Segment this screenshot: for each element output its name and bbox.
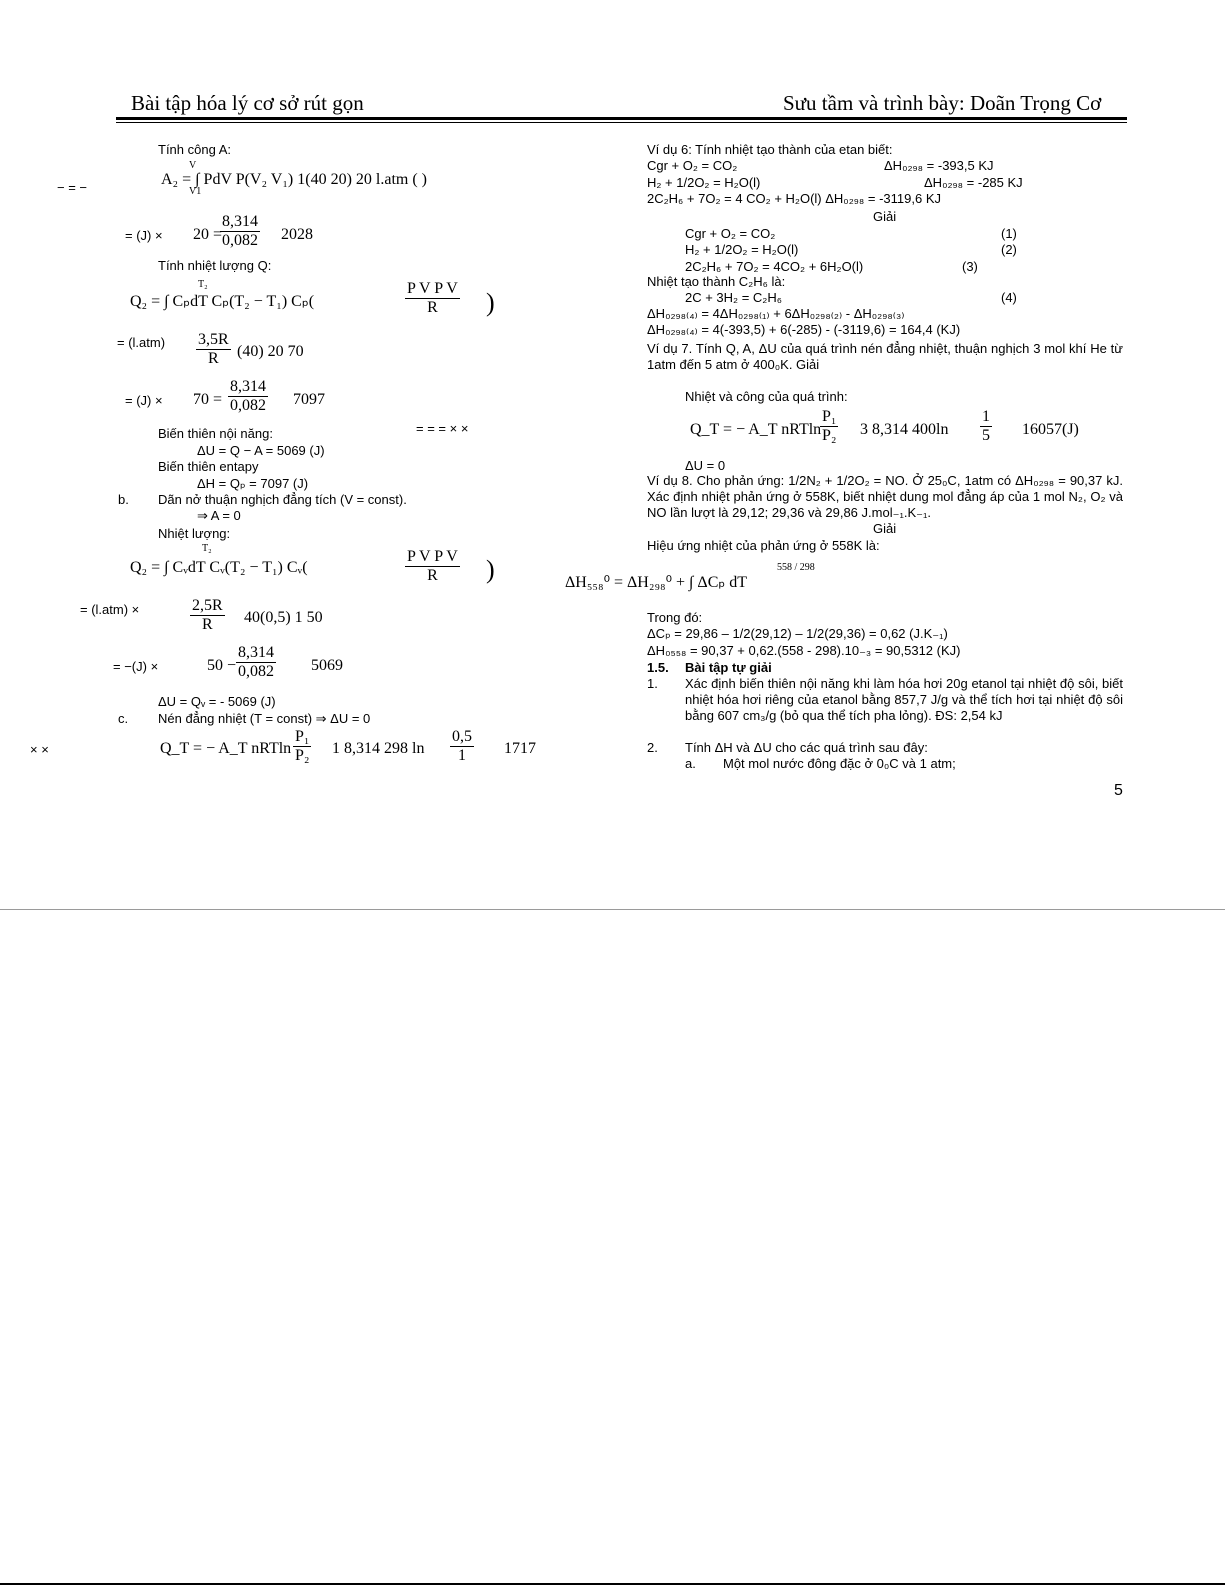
right-line-08a: 2C₂H₆ + 7O₂ = 4CO₂ + 6H₂O(l) [685, 259, 864, 274]
right-line-10a: 2C + 3H₂ = C₂H₆ [685, 290, 782, 305]
section-title: Bài tập tự giải [685, 660, 772, 675]
left-line-02-result: 2028 [281, 226, 313, 243]
right-line-07a: H₂ + 1/2O₂ = H₂O(l) [685, 242, 799, 257]
right-line-06b: (1) [1001, 226, 1017, 241]
right-line-10b: (4) [1001, 290, 1017, 305]
left-line-11-label: b. [118, 492, 129, 507]
right-line-22: ΔCₚ = 29,86 – 1/2(29,12) – 1/2(29,36) = 0,62 (J.K₋₁) [647, 626, 948, 641]
exercise-2-number: 2. [647, 740, 658, 755]
left-line-12: ⇒ A = 0 [197, 508, 241, 523]
exercise-2a-text: Một mol nước đông đặc ở 0₀C và 1 atm; [723, 756, 956, 771]
left-eq2: Q₂ = ∫ CₚdT Cₚ(T₂ − T₁) Cₚ( [130, 293, 315, 310]
right-eq1-fraction-1 [820, 408, 838, 445]
left-line-10: ΔH = Qₚ = 7097 (J) [197, 476, 309, 491]
left-eq1: A₂ = ∫ PdV P(V₂ V₁) 1(40 20) 20 l.atm ( ) [161, 171, 427, 188]
left-eq3-upper-limit: T₂ [202, 543, 212, 554]
fraction-numerator: 8,314 [222, 213, 258, 230]
right-line-03a: H₂ + 1/2O₂ = H₂O(l) [647, 175, 761, 190]
right-line-05: Giải [873, 209, 897, 224]
left-eq1-lower-limit: V1 [189, 186, 202, 197]
right-eq1-middle: 3 8,314 400ln [860, 421, 949, 438]
right-line-08b: (3) [962, 259, 978, 274]
left-line-06-result: 7097 [293, 391, 325, 408]
fraction-numerator: P₁ [295, 728, 310, 745]
left-line-18-label: c. [118, 711, 129, 726]
right-line-11: ΔH₀₂₉₈₍₄₎ = 4ΔH₀₂₉₈₍₁₎ + 6ΔH₀₂₉₈₍₂₎ - ΔH₀₂₉₈₍₃₎ [647, 306, 905, 321]
fraction-numerator: 1 [982, 408, 990, 425]
left-line-01: Tính công A: [158, 142, 231, 157]
right-eq-ops: = = = × × [416, 421, 469, 436]
left-line-02-value: 20 = [193, 226, 223, 243]
right-line-19: Hiệu ứng nhiệt của phản ứng ở 558K là: [647, 538, 880, 553]
left-eq4-fraction-2 [450, 728, 474, 765]
header-rule-thick [116, 117, 1127, 120]
left-line-03: Tính nhiệt lượng Q: [158, 258, 272, 273]
left-line-07: Biến thiên nội năng: [158, 426, 273, 441]
right-line-09: Nhiệt tạo thành C₂H₆ là: [647, 274, 786, 289]
right-line-18: Giải [873, 521, 897, 536]
left-line-05-prefix: = (l.atm) [117, 335, 166, 350]
left-line-09: Biến thiên entapy [158, 459, 259, 474]
left-line-16-value: 50 − [207, 657, 237, 674]
left-line-06-prefix: = (J) × [125, 393, 163, 408]
right-eq1-fraction-2 [980, 408, 992, 445]
page-number: 5 [1114, 782, 1123, 799]
left-line-16-fraction [236, 644, 276, 681]
exercise-1-text: Xác định biến thiên nội năng khi làm hóa hơi 20g etanol tại nhiệt độ sôi, biết nhiệt hóa hơi riêng của etanol bằng 857,7 J/g và thể tích hơi tại nhiệt độ sôi bằng 607 cm₃/g (bỏ qua thể tích pha lỏng). ĐS: 2,54 kJ [685, 676, 1123, 723]
fraction-denominator: R [405, 298, 460, 317]
fraction-numerator: P₁ [822, 408, 837, 425]
left-eq3-fraction [405, 548, 460, 585]
left-line-05-fraction [196, 331, 231, 368]
right-example-8: Ví dụ 8. Cho phản ứng: 1/2N₂ + 1/2O₂ = NO. Ở 25₀C, 1atm có ΔH₀₂₉₈ = 90,37 kJ. Xác định nhiệt phản ứng ở 558K, biết nhiệt dung mol đẳng áp của 1 mol N₂, O₂ và NO lần lượt là 29,12; 29,36 và 29,86 J.mol₋₁.K₋₁. [647, 473, 1123, 520]
fraction-numerator: 8,314 [238, 644, 274, 661]
left-line-16-result: 5069 [311, 657, 343, 674]
right-eq2: ΔH₅₅₈⁰ = ΔH₂₉₈⁰ + ∫ ΔCₚ dT [565, 574, 747, 591]
left-line-11: Dãn nở thuận nghịch đẳng tích (V = const). [158, 492, 407, 507]
exercise-2-text: Tính ΔH và ΔU cho các quá trình sau đây: [685, 740, 928, 755]
left-line-18: Nén đẳng nhiệt (T = const) ⇒ ΔU = 0 [158, 711, 371, 726]
left-line-06-value: 70 = [193, 391, 223, 408]
right-line-16: ΔU = 0 [685, 458, 726, 473]
left-line-02-prefix: = (J) × [125, 228, 163, 243]
exercise-1-number: 1. [647, 676, 658, 691]
right-line-21: Trong đó: [647, 610, 703, 625]
right-line-06a: Cgr + O₂ = CO₂ [685, 226, 776, 241]
header-rule-thin [116, 122, 1127, 123]
right-line-23: ΔH₀₅₅₈ = 90,37 + 0,62.(558 - 298).10₋₃ = 90,5312 (KJ) [647, 643, 961, 658]
right-line-04: 2C₂H₆ + 7O₂ = 4 CO₂ + H₂O(l) ΔH₀₂₉₈ = -3119,6 KJ [647, 191, 942, 206]
left-eq3: Q₂ = ∫ CᵥdT Cᵥ(T₂ − T₁) Cᵥ( [130, 559, 308, 576]
right-line-02b: ΔH₀₂₉₈ = -393,5 KJ [884, 158, 994, 173]
exercise-2a-label: a. [685, 756, 696, 771]
left-eq2-fraction [405, 280, 460, 317]
left-line-08: ΔU = Q − A = 5069 (J) [197, 443, 325, 458]
fraction-denominator: P₂ [295, 747, 310, 764]
left-line-02-fraction [220, 213, 260, 250]
right-line-07b: (2) [1001, 242, 1017, 257]
left-eq4: Q_T = − A_T nRTln [160, 740, 292, 757]
left-line-15-prefix: = (l.atm) × [80, 602, 140, 617]
header-right-title: Sưu tầm và trình bày: Doãn Trọng Cơ [783, 91, 1102, 115]
left-line-15-fraction [190, 597, 225, 634]
left-eq3-close-paren: ) [486, 555, 495, 584]
left-eq4-result: 1717 [504, 740, 536, 757]
right-line-14: Nhiệt và công của quá trình: [685, 389, 848, 404]
fraction-denominator: 1 [450, 746, 474, 765]
fraction-denominator: 5 [982, 427, 990, 444]
left-line-13: Nhiệt lượng: [158, 526, 231, 541]
fraction-denominator: 0,082 [222, 232, 258, 249]
left-margin-ops-2: × × [30, 742, 49, 757]
left-eq4-fraction-1 [293, 728, 311, 765]
left-line-15-rest: 40(0,5) 1 50 [244, 609, 323, 626]
right-eq1: Q_T = − A_T nRTln [690, 421, 822, 438]
section-number: 1.5. [647, 660, 669, 675]
fraction-denominator: R [196, 349, 231, 368]
fraction-numerator: 3,5R [198, 331, 229, 348]
right-line-02a: Cgr + O₂ = CO₂ [647, 158, 738, 173]
right-example-7: Ví dụ 7. Tính Q, A, ΔU của quá trình nén đẳng nhiệt, thuận nghịch 3 mol khí He từ 1atm đến 5 atm ở 400₀K. Giải [647, 341, 1123, 372]
left-eq4-middle: 1 8,314 298 ln [332, 740, 425, 757]
fraction-denominator: 0,082 [238, 663, 274, 680]
left-line-06-fraction [228, 378, 268, 415]
left-margin-ops-1: − = − [57, 180, 87, 195]
left-eq2-close-paren: ) [486, 288, 495, 317]
fraction-numerator: 8,314 [230, 378, 266, 395]
right-eq1-result: 16057(J) [1022, 421, 1079, 438]
right-eq2-limits: 558 / 298 [777, 562, 815, 573]
left-line-05-rest: (40) 20 70 [237, 343, 304, 360]
fraction-denominator: 0,082 [230, 397, 266, 414]
left-eq2-upper-limit: T₂ [198, 279, 208, 290]
fraction-numerator: 0,5 [452, 728, 472, 745]
page-separator [0, 909, 1225, 910]
right-line-03b: ΔH₀₂₉₈ = -285 KJ [924, 175, 1023, 190]
left-line-17: ΔU = Qᵥ = - 5069 (J) [158, 694, 276, 709]
right-line-12: ΔH₀₂₉₈₍₄₎ = 4(-393,5) + 6(-285) - (-3119,6) = 164,4 (KJ) [647, 322, 961, 337]
fraction-numerator: P V P V [407, 548, 458, 565]
header-left-title: Bài tập hóa lý cơ sở rút gọn [131, 91, 364, 115]
left-line-16-prefix: = −(J) × [113, 659, 159, 674]
left-eq1-upper-limit: V [189, 160, 197, 171]
fraction-denominator: P₂ [822, 427, 837, 444]
fraction-numerator: P V P V [407, 280, 458, 297]
fraction-denominator: R [190, 615, 225, 634]
fraction-denominator: R [405, 566, 460, 585]
right-line-01: Ví dụ 6: Tính nhiệt tạo thành của etan biết: [647, 142, 893, 157]
fraction-numerator: 2,5R [192, 597, 223, 614]
